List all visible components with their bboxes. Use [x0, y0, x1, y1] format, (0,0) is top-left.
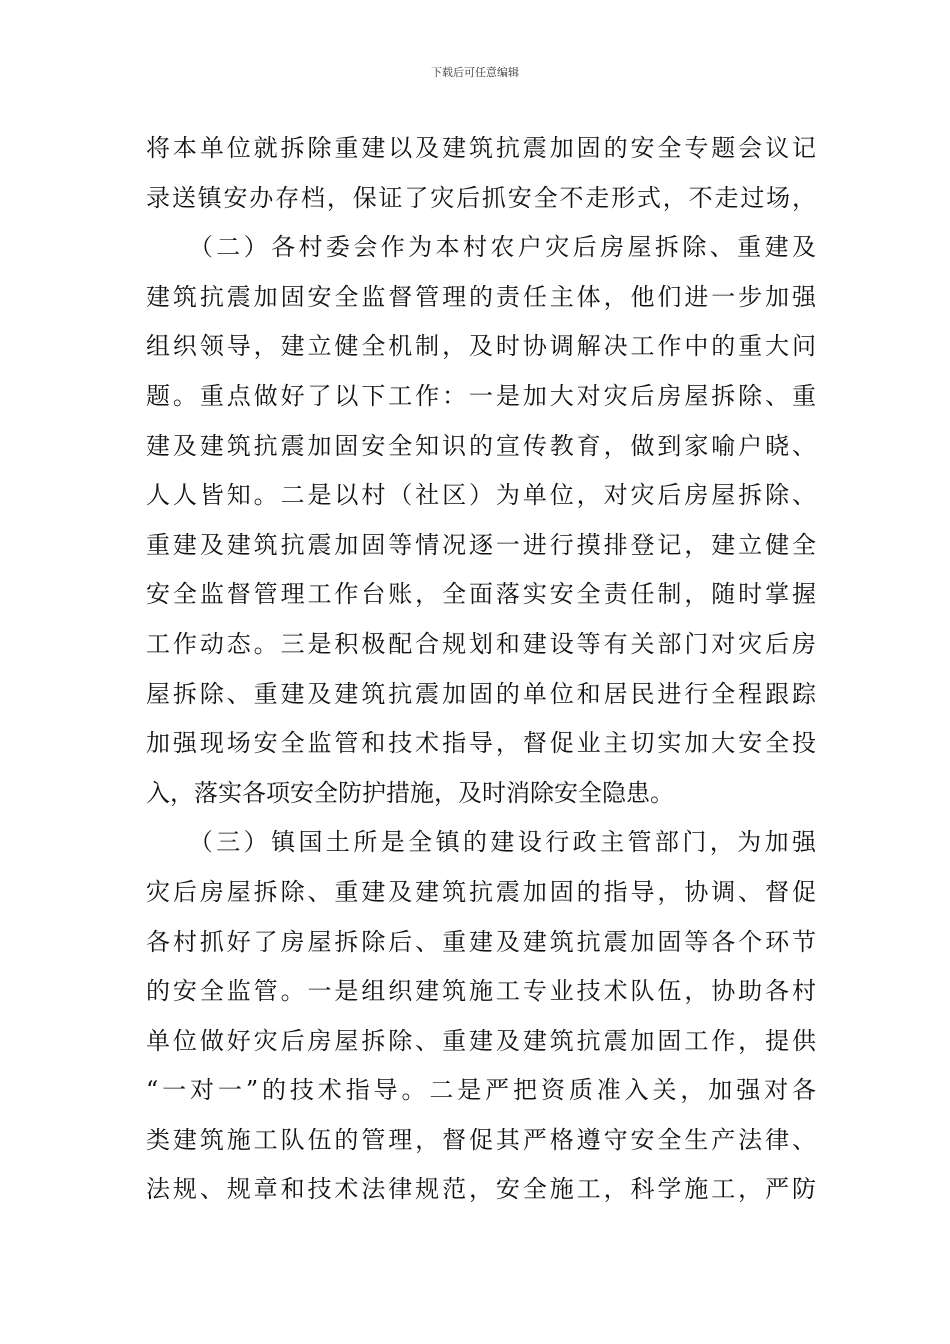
text-line: 屋拆除、重建及建筑抗震加固的单位和居民进行全程跟踪: [146, 679, 816, 708]
body-text: [146, 124, 816, 1215]
text-line: 题。重点做好了以下工作：一是加大对灾后房屋拆除、重: [146, 381, 816, 410]
text-line: 类建筑施工队伍的管理，督促其严格遵守安全生产法律、: [146, 1125, 816, 1154]
text-line: “一对一”的技术指导。二是严把资质准入关，加强对各: [146, 1076, 816, 1105]
text-line: 各村抓好了房屋拆除后、重建及建筑抗震加固等各个环节: [146, 927, 816, 956]
page-header: 下载后可任意编辑: [431, 66, 519, 79]
text-line: 的安全监管。一是组织建筑施工专业技术队伍，协助各村: [146, 977, 816, 1006]
text-line: （二）各村委会作为本村农户灾后房屋拆除、重建及: [146, 233, 816, 262]
text-line: 建筑抗震加固安全监督管理的责任主体，他们进一步加强: [146, 282, 816, 311]
text-line: 单位做好灾后房屋拆除、重建及建筑抗震加固工作，提供: [146, 1026, 816, 1055]
text-line: 入，落实各项安全防护措施，及时消除安全隐患。: [146, 778, 674, 807]
text-line: 录送镇安办存档，保证了灾后抓安全不走形式，不走过场，: [146, 183, 816, 212]
text-line: 安全监督管理工作台账，全面落实安全责任制，随时掌握: [146, 580, 816, 609]
text-line: 加强现场安全监管和技术指导，督促业主切实加大安全投: [146, 729, 816, 758]
text-line: （三）镇国土所是全镇的建设行政主管部门，为加强: [146, 828, 816, 857]
text-line: 人人皆知。二是以村（社区）为单位，对灾后房屋拆除、: [146, 481, 816, 510]
text-line: 灾后房屋拆除、重建及建筑抗震加固的指导，协调、督促: [146, 877, 816, 906]
text-line: 将本单位就拆除重建以及建筑抗震加固的安全专题会议记: [146, 134, 816, 162]
text-line: 法规、规章和技术法律规范，安全施工，科学施工，严防: [146, 1175, 816, 1204]
text-line: 工作动态。三是积极配合规划和建设等有关部门对灾后房: [146, 629, 816, 658]
text-line: 重建及建筑抗震加固等情况逐一进行摸排登记，建立健全: [146, 530, 816, 559]
text-line: 组织领导，建立健全机制，及时协调解决工作中的重大问: [146, 332, 816, 361]
text-line: 建及建筑抗震加固安全知识的宣传教育，做到家喻户晓、: [146, 431, 816, 460]
